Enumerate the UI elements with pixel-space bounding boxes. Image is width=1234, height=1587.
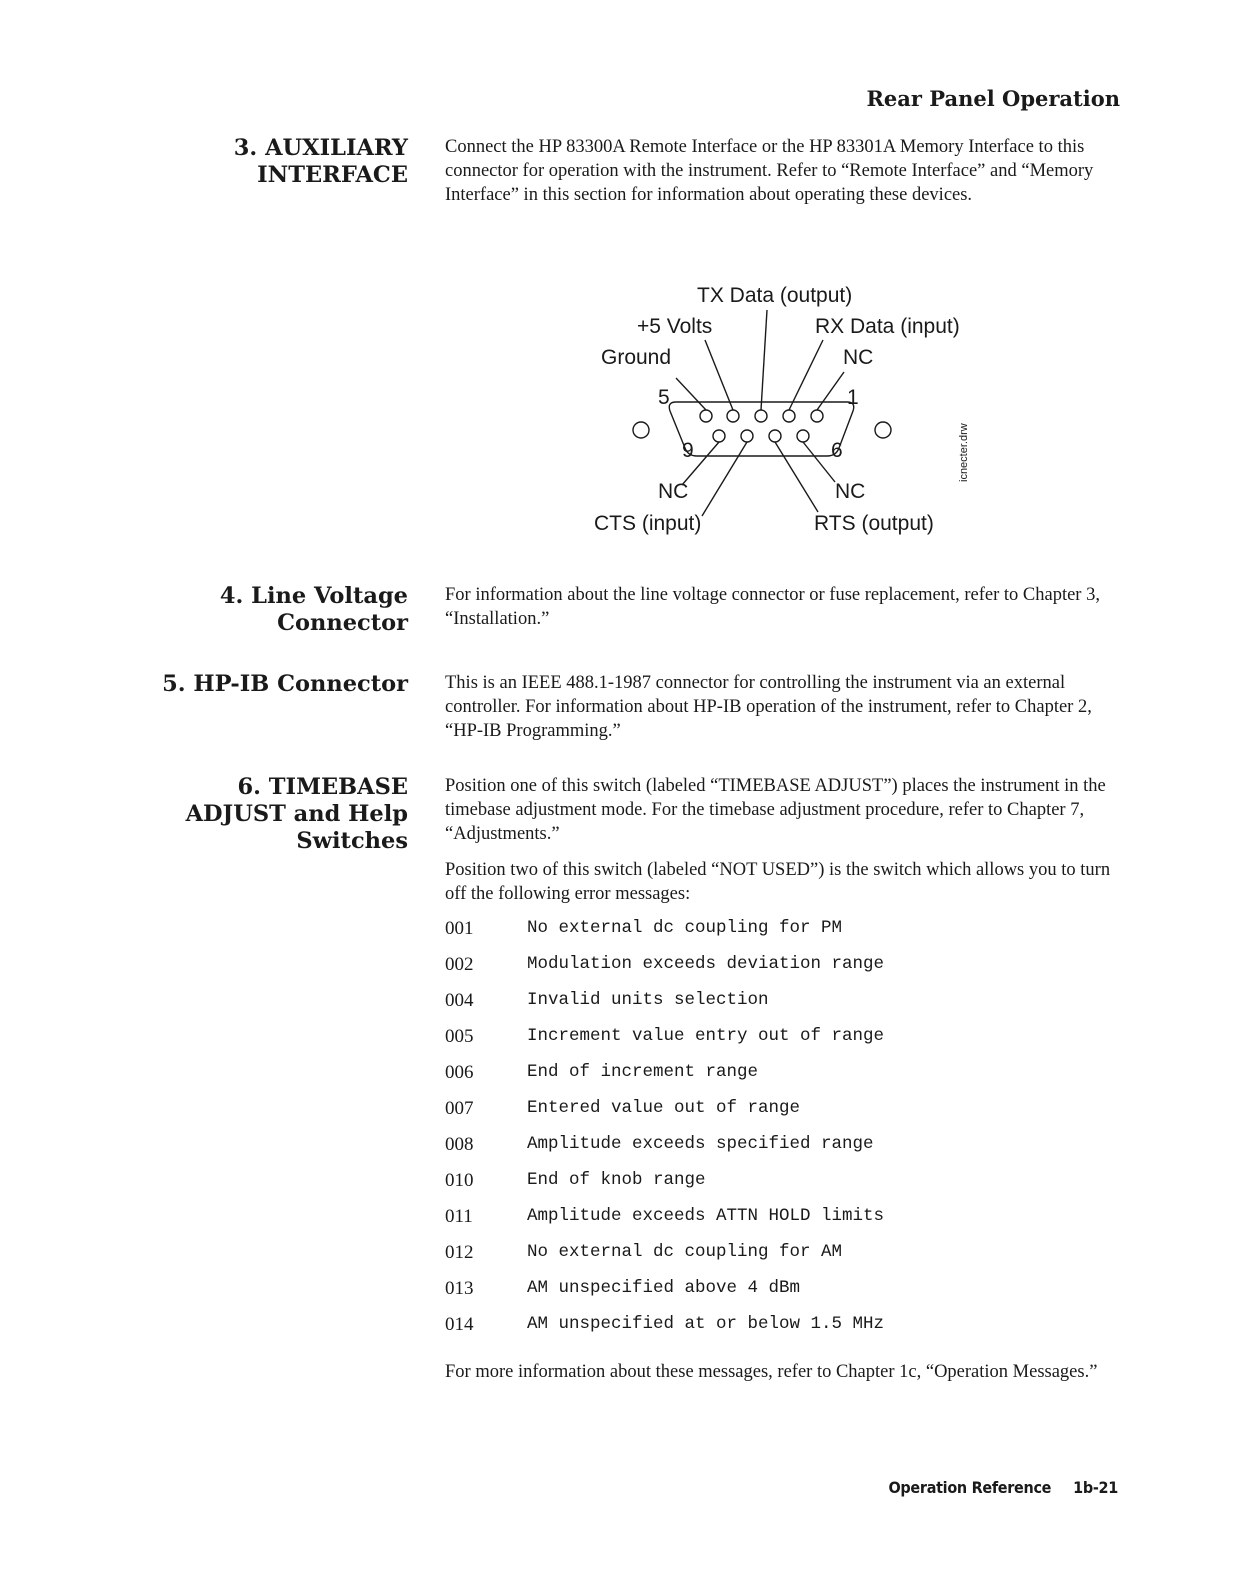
list-item <box>445 1206 1125 1242</box>
section-title-line: Switches <box>296 828 408 854</box>
page-header: Rear Panel Operation <box>866 86 1120 111</box>
message-text: No external dc coupling for AM <box>527 1242 843 1262</box>
leader-tx <box>761 310 767 410</box>
message-code: 007 <box>445 1098 474 1119</box>
message-code: 010 <box>445 1170 474 1191</box>
pin <box>769 430 781 442</box>
section-number: 6. <box>237 774 261 800</box>
pin <box>811 410 823 422</box>
paragraph: For information about the line voltage connector or fuse replacement, refer to Chapter 3, “Installation.” <box>445 585 1100 629</box>
section-title <box>162 671 408 698</box>
pin <box>741 430 753 442</box>
closing-paragraph: For more information about these messages, refer to Chapter 1c, “Operation Messages.” <box>445 1362 1098 1382</box>
paragraph: Position two of this switch (labeled “NOT USED”) is the switch which allows you to turn off the following error messages: <box>445 860 1111 904</box>
label-rts: RTS (output) <box>814 512 934 535</box>
message-text: Amplitude exceeds specified range <box>527 1134 874 1154</box>
label-rx-data: RX Data (input) <box>815 315 960 338</box>
section-title-line: HP-IB Connector <box>193 671 408 697</box>
section-title-line: Connector <box>277 610 408 636</box>
section-number: 3. <box>233 135 258 161</box>
label-tx-data: TX Data (output) <box>697 284 853 307</box>
mounting-hole-right <box>875 422 891 438</box>
pin-5-label: 5 <box>658 386 670 409</box>
message-code: 005 <box>445 1026 474 1047</box>
mounting-hole-left <box>633 422 649 438</box>
message-text: Invalid units selection <box>527 990 769 1010</box>
message-text: End of increment range <box>527 1062 759 1082</box>
message-text: Amplitude exceeds ATTN HOLD limits <box>527 1206 885 1226</box>
list-item <box>445 954 1125 990</box>
list-item <box>445 1314 1125 1350</box>
pin <box>783 410 795 422</box>
list-item <box>445 1170 1125 1206</box>
list-item <box>445 990 1125 1026</box>
section-number: 4. <box>219 583 244 609</box>
pin <box>713 430 725 442</box>
list-item <box>445 1242 1125 1278</box>
list-item <box>445 1062 1125 1098</box>
pin-1-label: 1 <box>847 386 859 409</box>
leader-nc-top <box>817 372 844 410</box>
message-code: 004 <box>445 990 474 1011</box>
section-title-line: INTERFACE <box>257 162 408 188</box>
label-ground: Ground <box>601 346 672 369</box>
message-code: 013 <box>445 1278 474 1299</box>
pin <box>797 430 809 442</box>
message-text: AM unspecified at or below 1.5 MHz <box>527 1314 885 1334</box>
list-item <box>445 1134 1125 1170</box>
section-title <box>234 135 408 189</box>
pin-6-label: 6 <box>831 439 843 462</box>
list-item <box>445 918 1125 954</box>
page-footer <box>888 1478 1118 1497</box>
file-tag: icnecter.drw <box>958 423 970 482</box>
section-body <box>445 135 1125 219</box>
label-nc-left: NC <box>658 480 689 503</box>
section-title-line: Line Voltage <box>251 583 408 609</box>
message-code: 006 <box>445 1062 474 1083</box>
section-title <box>220 583 408 637</box>
pin-9-label: 9 <box>682 439 694 462</box>
message-code: 012 <box>445 1242 474 1263</box>
list-item <box>445 1026 1125 1062</box>
error-message-list <box>445 918 1125 1350</box>
label-nc-top: NC <box>843 346 874 369</box>
message-text: No external dc coupling for PM <box>527 918 843 938</box>
paragraph: This is an IEEE 488.1-1987 connector for controlling the instrument via an external controller. For information about HP-IB operation of the instrument, refer to Chapter 2, “HP-IB Programming.” <box>445 673 1092 741</box>
footer-label: Operation Reference <box>888 1478 1052 1497</box>
label-5-volts: +5 Volts <box>637 315 713 338</box>
section-title-line: AUXILIARY <box>265 135 408 161</box>
list-item <box>445 1278 1125 1314</box>
section-title-line: TIMEBASE <box>268 774 408 800</box>
message-code: 002 <box>445 954 474 975</box>
message-code: 014 <box>445 1314 474 1335</box>
leader-5v <box>705 340 733 410</box>
label-nc-right: NC <box>835 480 866 503</box>
pin <box>755 410 767 422</box>
list-item <box>445 1098 1125 1134</box>
message-text: End of knob range <box>527 1170 706 1190</box>
section-title <box>186 774 408 855</box>
section-body <box>445 671 1125 755</box>
paragraph: Connect the HP 83300A Remote Interface or the HP 83301A Memory Interface to this connector for operation with the instrument. Refer to “Remote Interface” and “Memory Interface” in this section for information about operating these devices. <box>445 137 1094 205</box>
leader-rx <box>789 340 823 410</box>
section-title-line: ADJUST and Help <box>185 801 408 827</box>
message-text: Entered value out of range <box>527 1098 801 1118</box>
message-text: AM unspecified above 4 dBm <box>527 1278 801 1298</box>
message-text: Increment value entry out of range <box>527 1026 885 1046</box>
pin <box>727 410 739 422</box>
section-body <box>445 774 1125 918</box>
paragraph: Position one of this switch (labeled “TIMEBASE ADJUST”) places the instrument in the timebase adjustment mode. For the timebase adjustment procedure, refer to Chapter 7, “Adjustments.” <box>445 776 1106 844</box>
page-number: 1b-21 <box>1073 1478 1118 1497</box>
section-body <box>445 583 1125 643</box>
label-cts: CTS (input) <box>594 512 702 535</box>
message-code: 001 <box>445 918 474 939</box>
leader-ground <box>676 378 706 410</box>
section-number: 5. <box>162 671 186 697</box>
message-code: 011 <box>445 1206 473 1227</box>
message-text: Modulation exceeds deviation range <box>527 954 885 974</box>
message-code: 008 <box>445 1134 474 1155</box>
pin <box>700 410 712 422</box>
